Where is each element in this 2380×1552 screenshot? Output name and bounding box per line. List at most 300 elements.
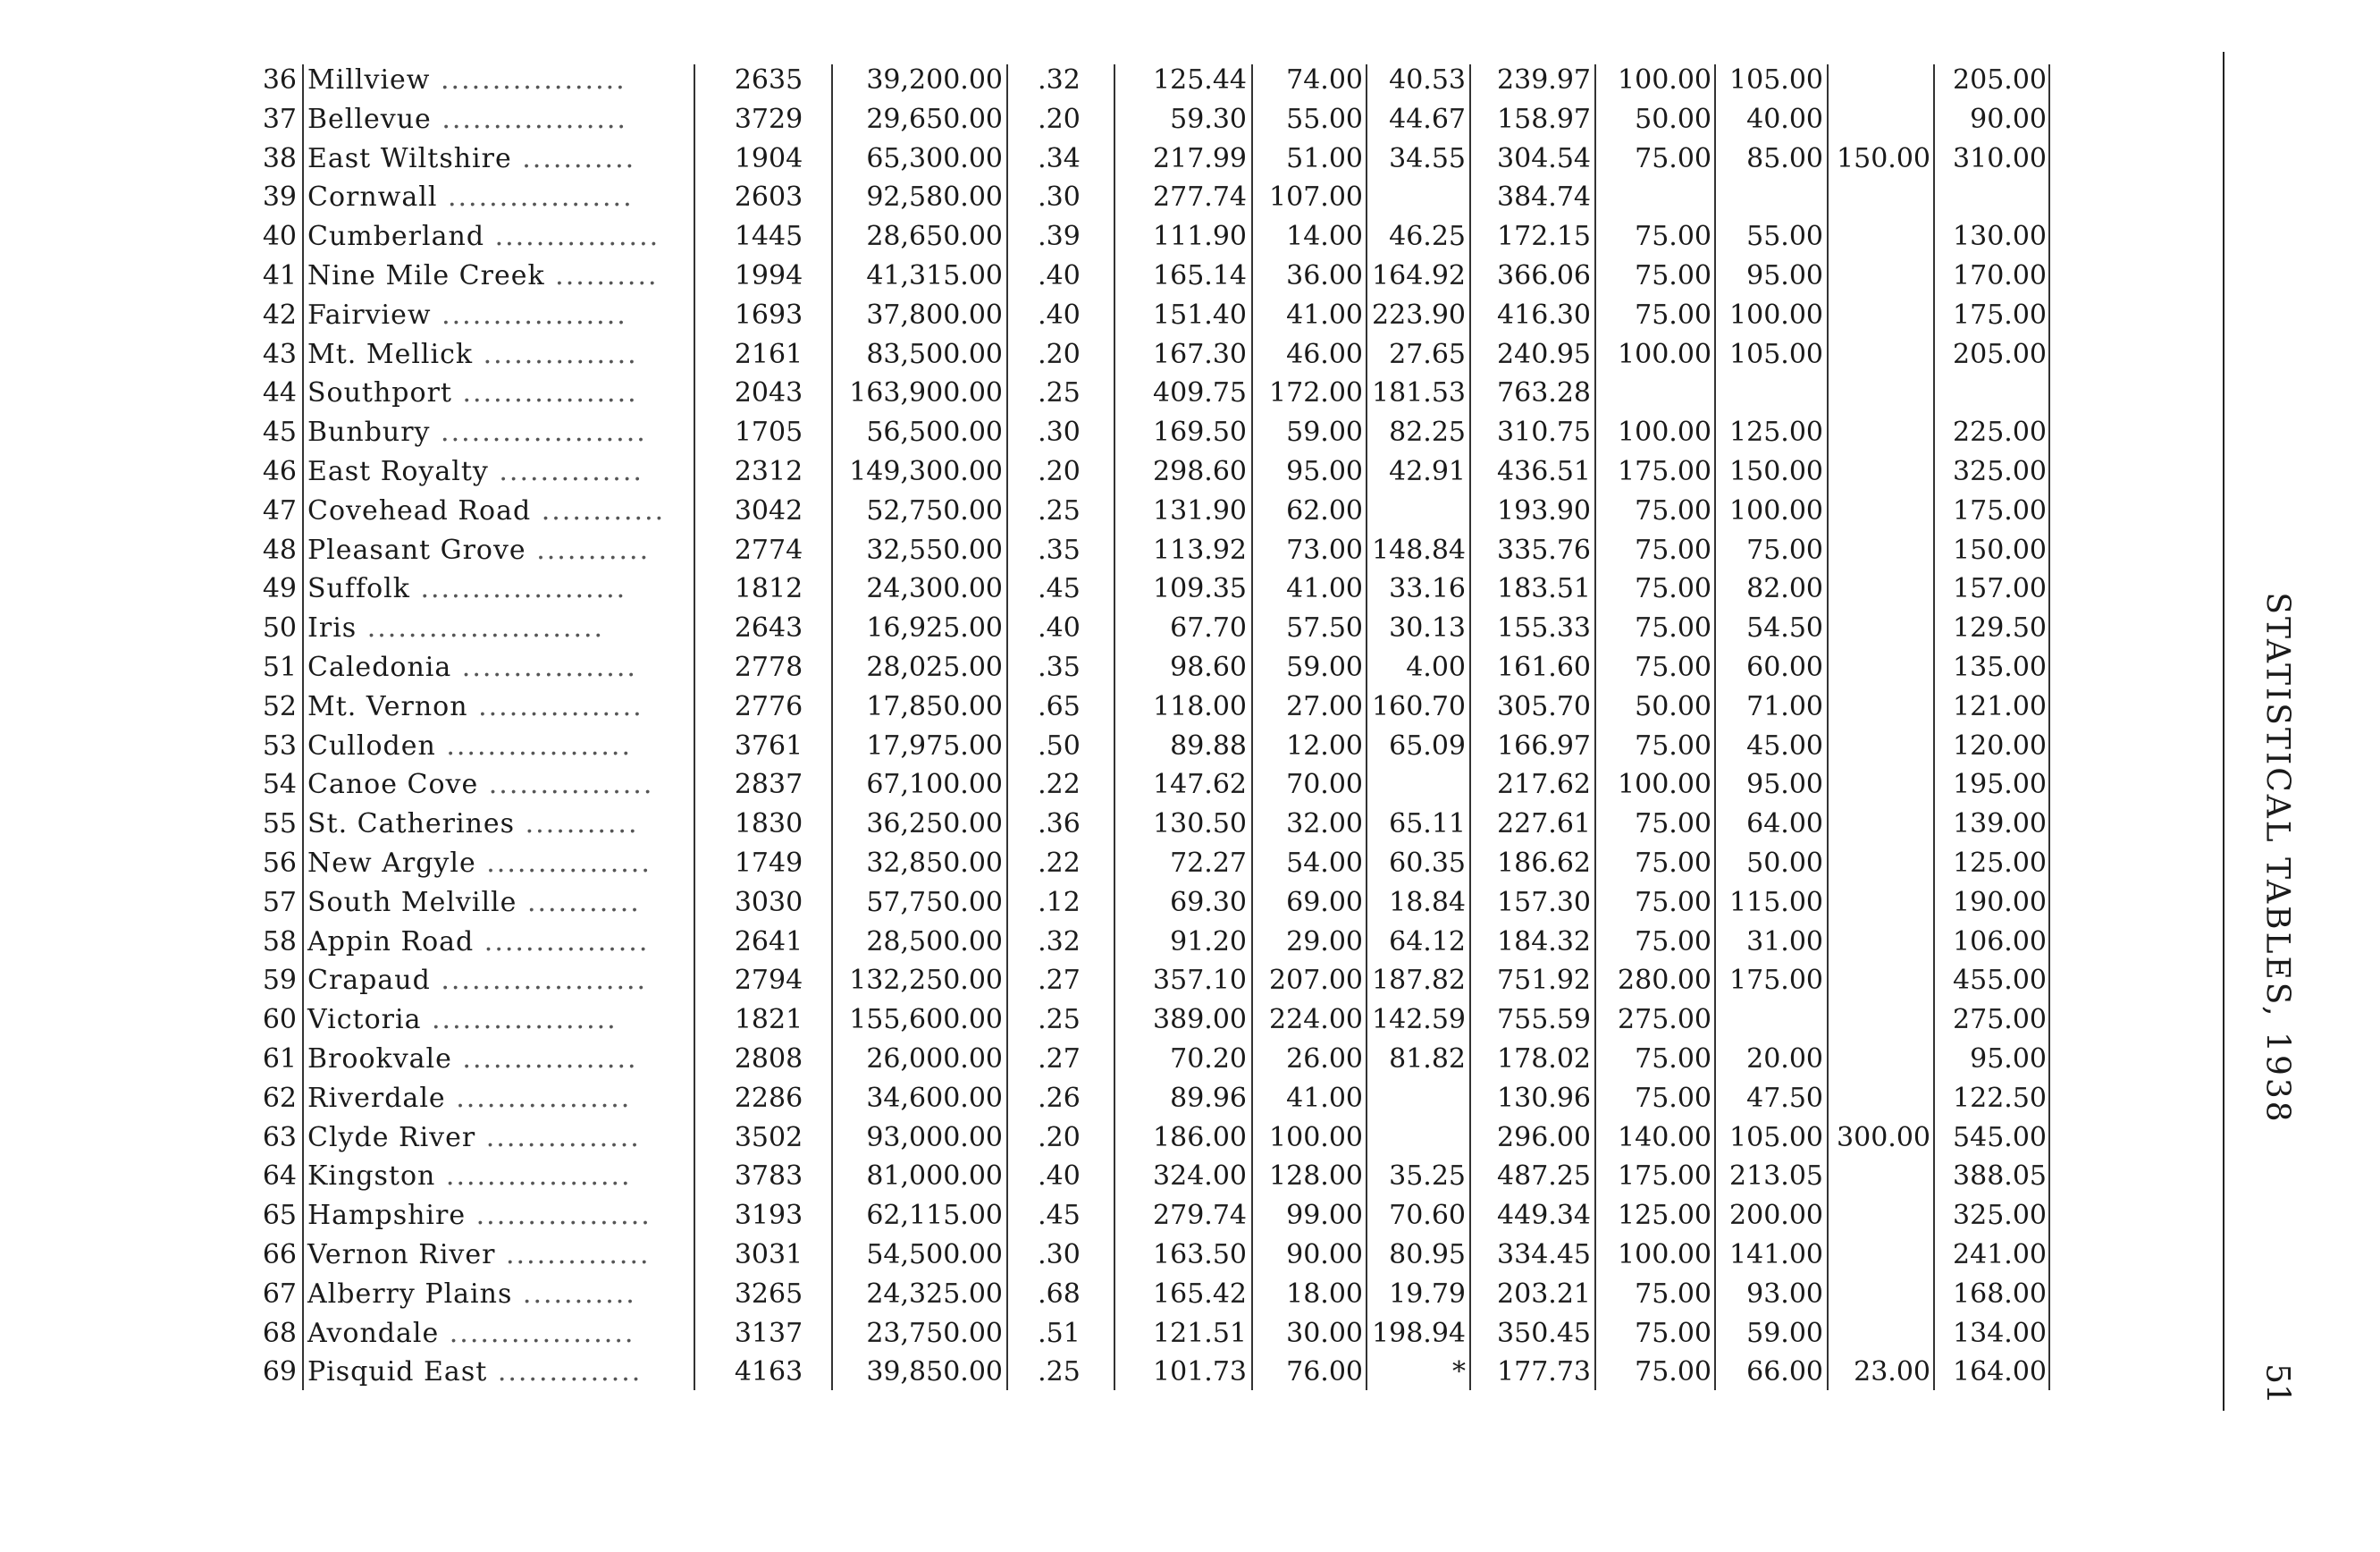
school-code: 2776 <box>734 690 803 722</box>
amount-col-8 <box>1939 178 2047 217</box>
amount-col-6: 100.00 <box>1729 299 1823 331</box>
school-code: 3031 <box>734 1239 803 1270</box>
amount-col-8: 241.00 <box>1953 1239 2047 1270</box>
valuation: 37,800.00 <box>866 299 1003 331</box>
amount-col-5: 175.00 <box>1618 1160 1711 1193</box>
amount-col-1: 357.10 <box>1153 965 1247 997</box>
district-name <box>307 727 692 766</box>
row-number: 65 <box>262 1200 297 1232</box>
amount-col-1: 101.73 <box>1153 1356 1247 1388</box>
dot-leader: .................. <box>435 730 632 762</box>
amount-col-2: 46.00 <box>1286 338 1363 370</box>
amount-col-8: 175.00 <box>1953 494 2047 527</box>
amount-col-8: 139.00 <box>1953 808 2047 840</box>
amount-col-5: 75.00 <box>1635 1317 1711 1349</box>
amount-col-4: 310.75 <box>1497 417 1591 449</box>
school-code: 2635 <box>734 64 803 96</box>
amount-col-8: 275.00 <box>1953 1004 2047 1036</box>
valuation: 65,300.00 <box>866 142 1003 174</box>
district-name <box>307 1196 692 1236</box>
amount-col-3 <box>1367 492 1466 531</box>
amount-col-5 <box>1600 178 1711 217</box>
amount-col-6: 105.00 <box>1729 338 1823 370</box>
school-code: 2778 <box>734 652 803 683</box>
amount-col-6: 75.00 <box>1746 534 1823 566</box>
dot-leader: ................. <box>451 652 637 683</box>
amount-col-1: 98.60 <box>1170 652 1247 683</box>
district-name-text: Nine Mile Creek <box>307 260 545 291</box>
amount-col-2: 18.00 <box>1286 1278 1363 1310</box>
tax-rate: .20 <box>1038 103 1081 135</box>
table-row <box>0 335 2163 375</box>
school-code: 3137 <box>734 1317 803 1349</box>
valuation: 57,750.00 <box>866 886 1003 918</box>
district-name <box>307 178 692 217</box>
amount-col-2: 32.00 <box>1286 808 1363 840</box>
amount-col-5: 75.00 <box>1635 1043 1711 1075</box>
amount-col-6: 60.00 <box>1746 652 1823 683</box>
district-name <box>307 648 692 687</box>
amount-col-7 <box>1828 1000 1930 1040</box>
dot-leader: ............ <box>531 494 666 527</box>
amount-col-3: 164.92 <box>1372 260 1466 291</box>
valuation: 52,750.00 <box>866 494 1003 527</box>
column-rule <box>1933 64 1935 1390</box>
amount-col-6: 200.00 <box>1729 1200 1823 1232</box>
amount-col-5: 100.00 <box>1618 1239 1711 1270</box>
district-name <box>307 883 692 923</box>
table-row <box>0 492 2163 531</box>
amount-col-8: 90.00 <box>1970 103 2047 135</box>
row-number: 40 <box>262 221 297 253</box>
table-row <box>0 923 2163 962</box>
amount-col-8: 325.00 <box>1953 1200 2047 1232</box>
table-row <box>0 531 2163 570</box>
school-code: 1821 <box>734 1004 803 1036</box>
amount-col-5: 100.00 <box>1618 64 1711 96</box>
district-name-text: Hampshire <box>307 1200 467 1232</box>
district-name <box>307 257 692 296</box>
amount-col-3: 65.11 <box>1389 808 1466 840</box>
amount-col-4: 193.90 <box>1497 494 1591 527</box>
amount-col-2: 12.00 <box>1286 730 1363 762</box>
amount-col-5: 75.00 <box>1635 1082 1711 1114</box>
amount-col-6: 47.50 <box>1746 1082 1823 1114</box>
amount-col-1: 113.92 <box>1153 534 1247 566</box>
table-row <box>0 569 2163 609</box>
amount-col-8: 150.00 <box>1953 534 2047 566</box>
school-code: 1693 <box>734 299 803 331</box>
table-row <box>0 1236 2163 1275</box>
amount-col-1: 131.90 <box>1153 494 1247 527</box>
table-row <box>0 609 2163 648</box>
amount-col-2: 95.00 <box>1286 456 1363 487</box>
valuation: 28,025.00 <box>866 652 1003 683</box>
amount-col-3: 187.82 <box>1372 965 1466 997</box>
row-number: 58 <box>262 925 297 957</box>
amount-col-2: 73.00 <box>1286 534 1363 566</box>
amount-col-8: 130.00 <box>1953 221 2047 253</box>
amount-col-3: 80.95 <box>1389 1239 1466 1270</box>
district-name-text: Suffolk <box>307 573 410 605</box>
tax-rate: .32 <box>1038 925 1081 957</box>
amount-col-2: 54.00 <box>1286 848 1363 879</box>
amount-col-4: 384.74 <box>1497 181 1591 214</box>
district-name-text: Brookvale <box>307 1043 452 1075</box>
amount-col-7: 300.00 <box>1837 1121 1930 1153</box>
amount-col-5: 50.00 <box>1635 103 1711 135</box>
row-number: 53 <box>262 730 297 762</box>
amount-col-6: 40.00 <box>1746 103 1823 135</box>
amount-col-4: 304.54 <box>1497 142 1591 174</box>
district-name <box>307 923 692 962</box>
amount-col-4: 130.96 <box>1497 1082 1591 1114</box>
district-name <box>307 217 692 257</box>
column-rule <box>1006 64 1008 1390</box>
amount-col-6: 59.00 <box>1746 1317 1823 1349</box>
valuation: 54,500.00 <box>866 1239 1003 1270</box>
amount-col-3: 44.67 <box>1389 103 1466 135</box>
amount-col-2: 41.00 <box>1286 299 1363 331</box>
amount-col-2: 51.00 <box>1286 142 1363 174</box>
amount-col-1: 409.75 <box>1153 377 1247 409</box>
school-code: 1749 <box>734 848 803 879</box>
amount-col-1: 69.30 <box>1170 886 1247 918</box>
amount-col-2: 172.00 <box>1269 377 1363 409</box>
amount-col-4: 296.00 <box>1497 1121 1591 1153</box>
valuation: 36,250.00 <box>866 808 1003 840</box>
district-name <box>307 374 692 413</box>
amount-col-8: 190.00 <box>1953 886 2047 918</box>
amount-col-3: 42.91 <box>1389 456 1466 487</box>
amount-col-5: 75.00 <box>1635 1278 1711 1310</box>
amount-col-8: 325.00 <box>1953 456 2047 487</box>
amount-col-1: 130.50 <box>1153 808 1247 840</box>
amount-col-4: 158.97 <box>1497 103 1591 135</box>
amount-col-6: 55.00 <box>1746 221 1823 253</box>
amount-col-1: 89.96 <box>1170 1082 1247 1114</box>
amount-col-4: 416.30 <box>1497 299 1591 331</box>
amount-col-3: 198.94 <box>1372 1317 1466 1349</box>
dot-leader: .............. <box>488 456 643 487</box>
amount-col-8 <box>1939 374 2047 413</box>
amount-col-1: 109.35 <box>1153 573 1247 605</box>
amount-col-3: 4.00 <box>1406 652 1466 683</box>
district-name <box>307 1157 692 1196</box>
table-row <box>0 648 2163 687</box>
row-number: 41 <box>262 260 297 291</box>
district-name-text: South Melville <box>307 886 517 918</box>
amount-col-1: 72.27 <box>1170 848 1247 879</box>
amount-col-5: 50.00 <box>1635 690 1711 722</box>
amount-col-7 <box>1828 844 1930 883</box>
amount-col-5: 280.00 <box>1618 965 1711 997</box>
district-name-text: Fairview <box>307 299 432 331</box>
amount-col-3: 35.25 <box>1389 1160 1466 1193</box>
district-name-text: New Argyle <box>307 848 476 879</box>
tax-rate: .27 <box>1038 1043 1081 1075</box>
amount-col-7 <box>1828 648 1930 687</box>
table-row <box>0 139 2163 179</box>
amount-col-5: 140.00 <box>1618 1121 1711 1153</box>
district-name <box>307 609 692 648</box>
amount-col-1: 151.40 <box>1153 299 1247 331</box>
tax-rate: .12 <box>1038 886 1081 918</box>
amount-col-6 <box>1716 178 1823 217</box>
amount-col-2: 59.00 <box>1286 417 1363 449</box>
tax-rate: .22 <box>1038 848 1081 879</box>
row-number: 37 <box>262 103 297 135</box>
amount-col-6 <box>1716 374 1823 413</box>
district-name <box>307 296 692 335</box>
amount-col-2: 62.00 <box>1286 494 1363 527</box>
row-number: 61 <box>262 1043 297 1075</box>
tax-rate: .25 <box>1038 1004 1081 1036</box>
valuation: 23,750.00 <box>866 1317 1003 1349</box>
side-title: STATISTICAL TABLES, 1938 <box>2258 592 2296 1125</box>
table-row <box>0 1275 2163 1314</box>
school-code: 2794 <box>734 965 803 997</box>
amount-col-3: 64.12 <box>1389 925 1466 957</box>
dot-leader: ........... <box>512 1278 636 1310</box>
district-name-text: Cumberland <box>307 221 485 253</box>
table-row <box>0 687 2163 727</box>
district-name-text: Clyde River <box>307 1121 476 1153</box>
row-number: 39 <box>262 181 297 214</box>
district-name-text: Cornwall <box>307 181 438 214</box>
amount-col-7 <box>1828 883 1930 923</box>
row-number: 60 <box>262 1004 297 1036</box>
amount-col-3 <box>1367 1118 1466 1158</box>
amount-col-3: 160.70 <box>1372 690 1466 722</box>
amount-col-5: 100.00 <box>1618 417 1711 449</box>
amount-col-4: 763.28 <box>1497 377 1591 409</box>
row-number: 52 <box>262 690 297 722</box>
dot-leader: .................. <box>439 1317 635 1349</box>
row-number: 50 <box>262 612 297 645</box>
district-name <box>307 139 692 179</box>
district-name-text: Canoe Cove <box>307 769 479 801</box>
row-number: 59 <box>262 965 297 997</box>
district-name <box>307 961 692 1000</box>
school-code: 2603 <box>734 181 803 214</box>
district-name <box>307 100 692 139</box>
valuation: 26,000.00 <box>866 1043 1003 1075</box>
table-row <box>0 1040 2163 1079</box>
district-name-text: Mt. Mellick <box>307 338 474 370</box>
district-name-text: Appin Road <box>307 925 475 957</box>
column-rule <box>694 64 695 1390</box>
school-code: 3502 <box>734 1121 803 1153</box>
amount-col-2: 128.00 <box>1269 1160 1363 1193</box>
row-number: 64 <box>262 1160 297 1193</box>
row-number: 68 <box>262 1317 297 1349</box>
district-name-text: Pleasant Grove <box>307 534 526 566</box>
tax-rate: .68 <box>1038 1278 1081 1310</box>
tax-rate: .35 <box>1038 534 1081 566</box>
dot-leader: .................. <box>435 1160 632 1193</box>
amount-col-5: 75.00 <box>1635 886 1711 918</box>
valuation: 83,500.00 <box>866 338 1003 370</box>
amount-col-1: 121.51 <box>1153 1317 1247 1349</box>
column-rule <box>2048 64 2050 1390</box>
row-number: 63 <box>262 1121 297 1153</box>
amount-col-7 <box>1828 727 1930 766</box>
amount-col-1: 279.74 <box>1153 1200 1247 1232</box>
table-row <box>0 844 2163 883</box>
amount-col-2: 27.00 <box>1286 690 1363 722</box>
valuation: 28,500.00 <box>866 925 1003 957</box>
amount-col-5: 100.00 <box>1618 769 1711 801</box>
amount-col-1: 163.50 <box>1153 1239 1247 1270</box>
tax-rate: .34 <box>1038 142 1081 174</box>
amount-col-1: 169.50 <box>1153 417 1247 449</box>
amount-col-6: 45.00 <box>1746 730 1823 762</box>
amount-col-6: 85.00 <box>1746 142 1823 174</box>
district-name-text: Kingston <box>307 1160 436 1193</box>
district-name-text: Crapaud <box>307 965 431 997</box>
dot-leader: .................. <box>431 103 627 135</box>
row-number: 56 <box>262 848 297 879</box>
amount-col-4: 203.21 <box>1497 1278 1591 1310</box>
valuation: 149,300.00 <box>849 456 1003 487</box>
district-name-text: Victoria <box>307 1004 422 1036</box>
tax-rate: .25 <box>1038 1356 1081 1388</box>
amount-col-3: * <box>1452 1356 1466 1388</box>
row-number: 45 <box>262 417 297 449</box>
amount-col-5: 75.00 <box>1635 848 1711 879</box>
amount-col-2: 41.00 <box>1286 573 1363 605</box>
amount-col-2: 30.00 <box>1286 1317 1363 1349</box>
amount-col-7 <box>1828 1275 1930 1314</box>
amount-col-6: 95.00 <box>1746 769 1823 801</box>
amount-col-1: 186.00 <box>1153 1121 1247 1153</box>
amount-col-7: 23.00 <box>1854 1356 1930 1388</box>
district-name <box>307 335 692 375</box>
valuation: 41,315.00 <box>866 260 1003 291</box>
row-number: 36 <box>262 64 297 96</box>
amount-col-6: 141.00 <box>1729 1239 1823 1270</box>
amount-col-3: 142.59 <box>1372 1004 1466 1036</box>
tax-rate: .50 <box>1038 730 1081 762</box>
school-code: 2774 <box>734 534 803 566</box>
table-row <box>0 374 2163 413</box>
valuation: 16,925.00 <box>866 612 1003 645</box>
table-row <box>0 727 2163 766</box>
table-row <box>0 765 2163 805</box>
row-number: 62 <box>262 1082 297 1114</box>
tax-rate: .40 <box>1038 299 1081 331</box>
dot-leader: ........... <box>526 534 651 566</box>
district-name <box>307 1118 692 1158</box>
amount-col-2: 70.00 <box>1286 769 1363 801</box>
tax-rate: .40 <box>1038 1160 1081 1193</box>
row-number: 38 <box>262 142 297 174</box>
column-rule <box>1114 64 1115 1390</box>
amount-col-2: 107.00 <box>1269 181 1363 214</box>
amount-col-4: 172.15 <box>1497 221 1591 253</box>
dot-leader: ....................... <box>357 612 605 645</box>
school-code: 2043 <box>734 377 803 409</box>
amount-col-3 <box>1367 178 1466 217</box>
amount-col-8: 195.00 <box>1953 769 2047 801</box>
tax-rate: .36 <box>1038 808 1081 840</box>
amount-col-7 <box>1828 61 1930 100</box>
amount-col-5: 175.00 <box>1618 456 1711 487</box>
amount-col-3: 70.60 <box>1389 1200 1466 1232</box>
district-name-text: Avondale <box>307 1317 440 1349</box>
valuation: 17,975.00 <box>866 730 1003 762</box>
amount-col-1: 111.90 <box>1153 221 1247 253</box>
valuation: 32,850.00 <box>866 848 1003 879</box>
valuation: 32,550.00 <box>866 534 1003 566</box>
dot-leader: ................ <box>474 925 650 957</box>
amount-col-7 <box>1828 374 1930 413</box>
district-name-text: Pisquid East <box>307 1356 488 1388</box>
amount-col-8: 129.50 <box>1953 612 2047 645</box>
amount-col-8: 388.05 <box>1953 1160 2047 1193</box>
district-name <box>307 531 692 570</box>
amount-col-5: 75.00 <box>1635 730 1711 762</box>
district-name <box>307 61 692 100</box>
amount-col-7 <box>1828 1040 1930 1079</box>
amount-col-6: 115.00 <box>1729 886 1823 918</box>
amount-col-4: 227.61 <box>1497 808 1591 840</box>
amount-col-8: 545.00 <box>1953 1121 2047 1153</box>
amount-col-3: 223.90 <box>1372 299 1466 331</box>
column-rule <box>1469 64 1471 1390</box>
amount-col-5: 75.00 <box>1635 808 1711 840</box>
dot-leader: ................. <box>451 377 638 409</box>
tax-rate: .20 <box>1038 456 1081 487</box>
amount-col-3: 34.55 <box>1389 142 1466 174</box>
valuation: 39,850.00 <box>866 1356 1003 1388</box>
amount-col-8: 135.00 <box>1953 652 2047 683</box>
school-code: 1830 <box>734 808 803 840</box>
amount-col-2: 41.00 <box>1286 1082 1363 1114</box>
tax-rate: .20 <box>1038 338 1081 370</box>
district-name <box>307 413 692 452</box>
amount-col-7 <box>1828 923 1930 962</box>
dot-leader: .................. <box>421 1004 618 1036</box>
school-code: 3030 <box>734 886 803 918</box>
dot-leader: ................. <box>451 1043 638 1075</box>
tax-rate: .30 <box>1038 181 1081 214</box>
tax-rate: .45 <box>1038 1200 1081 1232</box>
dot-leader: ............... <box>475 1121 641 1153</box>
amount-col-4: 239.97 <box>1497 64 1591 96</box>
amount-col-7 <box>1828 569 1930 609</box>
dot-leader: ................ <box>475 848 652 879</box>
district-name-text: Vernon River <box>307 1239 496 1270</box>
amount-col-7 <box>1828 1157 1930 1196</box>
valuation: 92,580.00 <box>866 181 1003 214</box>
amount-col-6: 93.00 <box>1746 1278 1823 1310</box>
amount-col-4: 184.32 <box>1497 925 1591 957</box>
amount-col-8: 310.00 <box>1953 142 2047 174</box>
row-number: 43 <box>262 338 297 370</box>
row-number: 54 <box>262 769 297 801</box>
tax-rate: .26 <box>1038 1082 1081 1114</box>
amount-col-3: 18.84 <box>1389 886 1466 918</box>
amount-col-7 <box>1828 296 1930 335</box>
amount-col-3: 19.79 <box>1389 1278 1466 1310</box>
column-rule <box>1366 64 1367 1390</box>
amount-col-8: 134.00 <box>1953 1317 2047 1349</box>
district-name <box>307 1040 692 1079</box>
amount-col-4: 436.51 <box>1497 456 1591 487</box>
amount-col-4: 157.30 <box>1497 886 1591 918</box>
